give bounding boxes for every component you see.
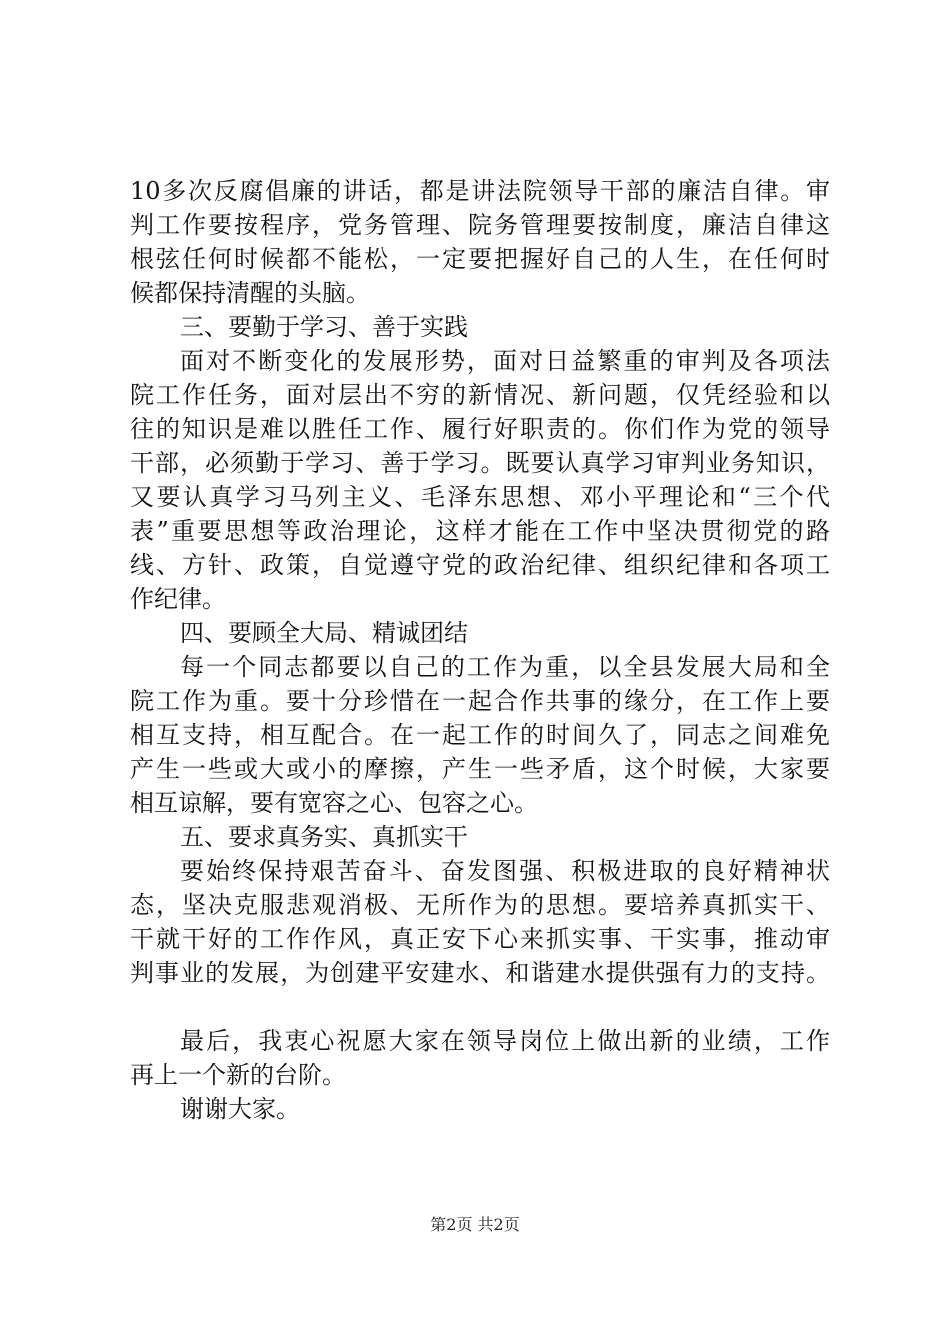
text-line: 谢谢大家。	[180, 1095, 300, 1123]
text-line: 相互支持，相互配合。在一起工作的时间久了，同志之间难免	[130, 721, 830, 749]
text-line: 面对不断变化的发展形势，面对日益繁重的审判及各项法	[180, 347, 830, 375]
text-line: 院工作任务，面对层出不穷的新情况、新问题，仅凭经验和以	[130, 381, 830, 409]
section-heading	[130, 310, 830, 344]
text-line: 每一个同志都要以自己的工作为重，以全县发展大局和全	[180, 653, 830, 681]
paragraph	[130, 174, 830, 310]
heading-text: 三、要勤于学习、善于实践	[180, 313, 468, 341]
heading-text: 四、要顾全大局、精诚团结	[180, 619, 468, 647]
text-line: 再上一个新的台阶。	[130, 1061, 346, 1089]
text-line: 判事业的发展，为创建平安建水、和谐建水提供强有力的支持。	[130, 959, 830, 987]
text-line: 院工作为重。要十分珍惜在一起合作共事的缘分，在工作上要	[130, 687, 830, 715]
paragraph	[130, 854, 830, 990]
text-line: 作纪律。	[130, 585, 226, 613]
text-line: 又要认真学习马列主义、毛泽东思想、邓小平理论和“三个代	[130, 483, 830, 511]
page-footer: 第2页 共2页	[430, 1215, 520, 1234]
heading-text: 五、要求真务实、真抓实干	[180, 823, 468, 851]
text-line: 干就干好的工作作风，真正安下心来抓实事、干实事，推动审	[130, 925, 830, 953]
text-line: 往的知识是难以胜任工作、履行好职责的。你们作为党的领导	[130, 415, 830, 443]
paragraph	[130, 1092, 830, 1126]
text-line: 最后，我衷心祝愿大家在领导岗位上做出新的业绩，工作	[180, 1027, 830, 1055]
text-line: 10多次反腐倡廉的讲话，都是讲法院领导干部的廉洁自律。审	[130, 177, 830, 205]
paragraph	[130, 1024, 830, 1092]
text-line: 线、方针、政策，自觉遵守党的政治纪律、组织纪律和各项工	[130, 551, 830, 579]
text-line: 表”重要思想等政治理论，这样才能在工作中坚决贯彻党的路	[130, 517, 830, 545]
section-heading	[130, 820, 830, 854]
text-line: 态，坚决克服悲观消极、无所作为的思想。要培养真抓实干、	[130, 891, 830, 919]
text-line: 候都保持清醒的头脑。	[130, 279, 370, 307]
text-line: 产生一些或大或小的摩擦，产生一些矛盾，这个时候，大家要	[130, 755, 830, 783]
text-line: 干部，必须勤于学习、善于学习。既要认真学习审判业务知识，	[130, 449, 830, 477]
text-line: 判工作要按程序，党务管理、院务管理要按制度，廉洁自律这	[130, 211, 830, 239]
text-line: 要始终保持艰苦奋斗、奋发图强、积极进取的良好精神状	[180, 857, 830, 885]
paragraph	[130, 650, 830, 820]
text-line: 相互谅解，要有宽容之心、包容之心。	[130, 789, 538, 817]
text-line: 根弦任何时候都不能松，一定要把握好自己的人生，在任何时	[130, 245, 830, 273]
paragraph	[130, 344, 830, 616]
document-body	[130, 174, 830, 1126]
section-heading	[130, 616, 830, 650]
paragraph-gap	[130, 990, 830, 1024]
